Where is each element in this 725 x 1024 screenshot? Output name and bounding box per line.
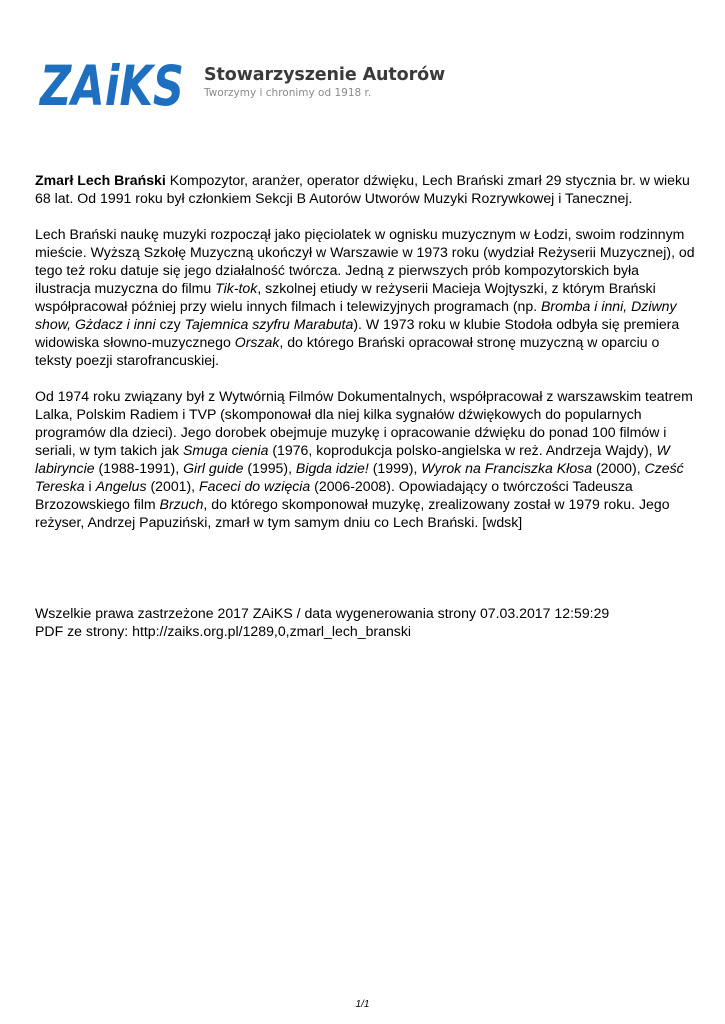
pdf-source: PDF ze strony: http://zaiks.org.pl/1289,0,zmarl_lech_branski [35,623,412,639]
film-title: Brzuch [159,496,204,512]
program-titles: Bromba i inni, Dziwny show, Gżdacz i inni [35,298,677,332]
paragraph-text: i [84,478,96,494]
org-title: Stowarzyszenie Autorów [204,65,446,85]
paragraph-text: (2000), [592,460,645,476]
page-number: 1/1 [355,999,370,1010]
paragraph-text: , szkolnej etiudy w reżyserii Macieja Wojtyszki, z którym Brański współpracował później przy wielu innych filmach i telewizyjnych programach (np. [35,280,656,314]
zaiks-logo [38,54,188,118]
article-paragraph-2 [35,225,695,369]
film-title: Tik-tok [215,280,258,296]
paragraph-text: , do którego skomponował muzykę, zrealizowany został w 1979 roku. Jego reżyser, Andrzej Papuziński, zmarł w tym samym dniu co Lech Brański. [wdsk] [35,496,670,530]
film-title: Wyrok na Franciszka Kłosa [421,460,593,476]
paragraph-text: czy [155,316,185,332]
paragraph-text: (1999), [368,460,422,476]
film-title: Cześć Tereska [35,460,684,494]
logo-text: ZAiKS [38,54,184,118]
film-title: W labiryncie [35,442,670,476]
page-footer [35,604,695,640]
paragraph-text: Lech Brański naukę muzyki rozpoczął jako pięciolatek w ognisku muzycznym w Łodzi, swoim rodzinnym mieście. Wyższą Szkołę Muzyczną ukończył w Warszawie w 1973 roku (wydział Reżyserii Muzycznej), od tego też roku datuje się jego działalność twórcza. Jedną z pierwszych prób kompozytorskich była ilustracja muzyczna do filmu [35,226,695,296]
film-title: Girl guide [183,460,244,476]
paragraph-text: (1988-1991), [94,460,184,476]
program-title: Tajemnica szyfru Marabuta [184,316,354,332]
film-title: Bigda idzie! [295,460,369,476]
paragraph-text: (1976, koprodukcja polsko-angielska w reż. Andrzeja Wajdy), [268,442,657,458]
show-title: Orszak [234,334,280,350]
article-intro [35,171,695,207]
paragraph-text: Od 1974 roku związany był z Wytwórnią Filmów Dokumentalnych, współpracował z warszawskim teatrem Lalka, Polskim Radiem i TVP (skomponował dla niej kilka sygnałów dźwiękowych do popularnych programów dla dzieci). Jego dorobek obejmuje muzykę i opracowanie dźwięku do ponad 100 filmów i seriali, w tym takich jak [35,388,693,458]
paragraph-text: (1995), [243,460,296,476]
article-title: Zmarł Lech Brański [35,172,166,188]
org-tagline: Tworzymy i chronimy od 1918 r. [204,87,372,99]
paragraph-text: (2001), [146,478,200,494]
film-title: Faceci do wzięcia [199,478,311,494]
copyright-notice: Wszelkie prawa zastrzeżone 2017 ZAiKS / data wygenerowania strony 07.03.2017 12:59:29 [35,605,610,621]
film-title: Smuga cienia [183,442,269,458]
paragraph-text: , do którego Brański opracował stronę muzyczną w oparciu o teksty poezji starofrancuskiej. [35,334,660,368]
article-body [35,171,695,549]
film-title: Angelus [95,478,147,494]
paragraph-text: (2006-2008). Opowiadający o twórczości Tadeusza Brzozowskiego film [35,478,633,512]
paragraph-text: ). W 1973 roku w klubie Stodoła odbyła się premiera widowiska słowno-muzycznego [35,316,680,350]
intro-text: Kompozytor, aranżer, operator dźwięku, Lech Brański zmarł 29 stycznia br. w wieku 68 lat. Od 1991 roku był członkiem Sekcji B Autorów Utworów Muzyki Rozrywkowej i Tanecznej. [35,172,690,206]
page-header [38,54,446,118]
article-paragraph-3 [35,387,695,531]
